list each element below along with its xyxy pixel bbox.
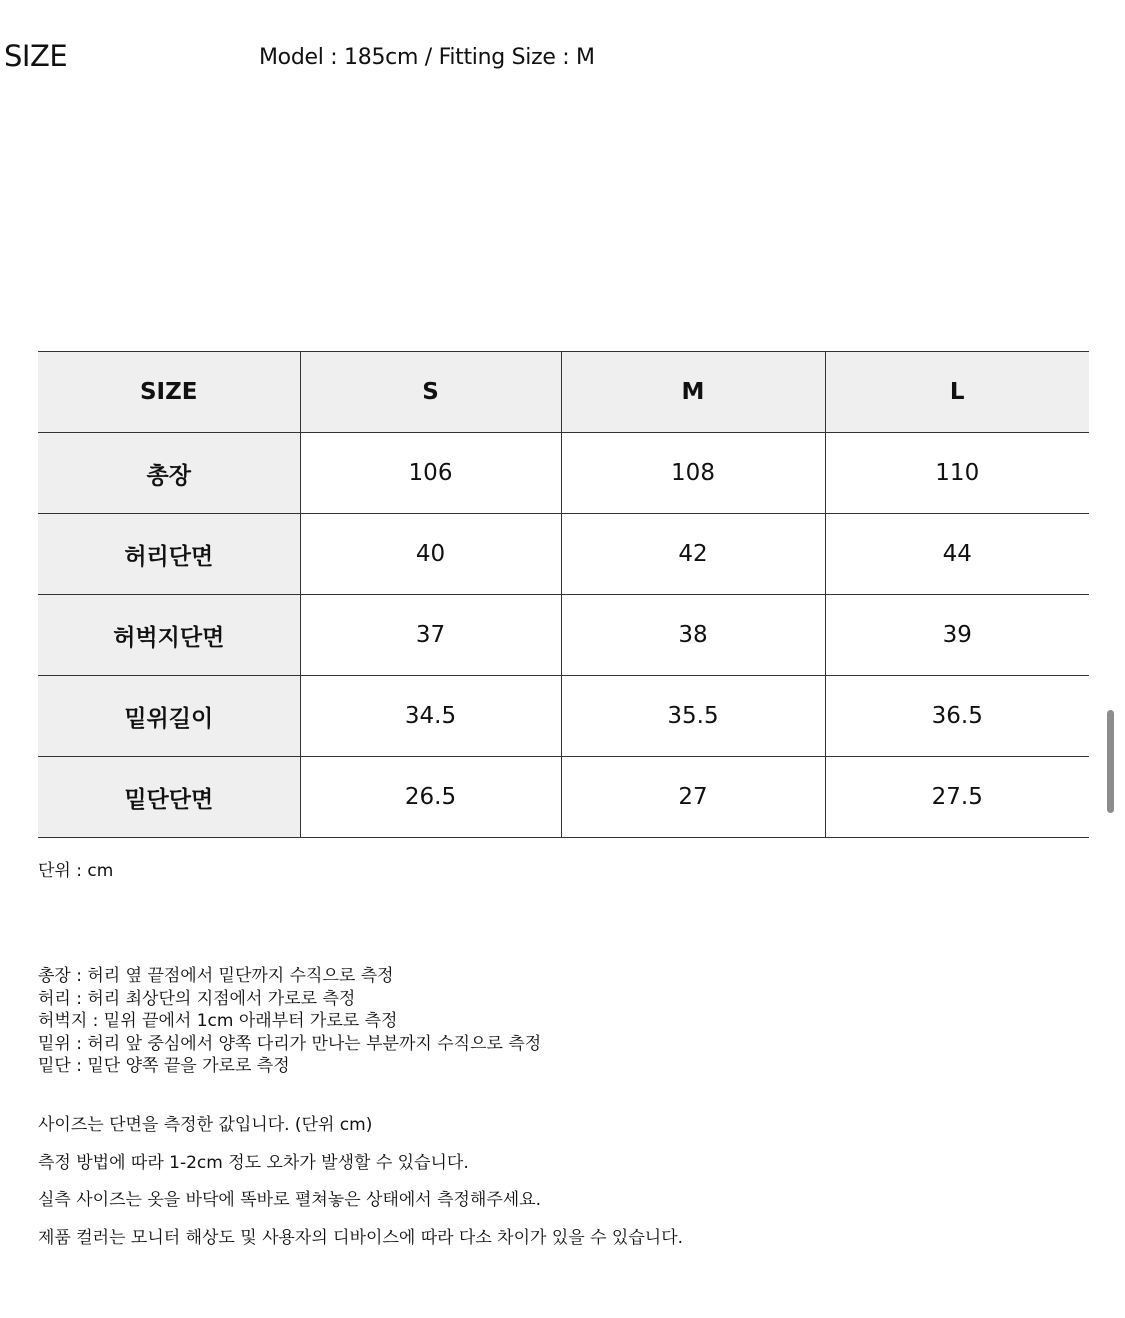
size-notes — [38, 1113, 683, 1263]
table-cell: 35.5 — [561, 676, 825, 757]
table-cell: 37 — [300, 595, 561, 676]
list-item: 사이즈는 단면을 측정한 값입니다. (단위 cm) — [38, 1115, 373, 1135]
list-item: 제품 컬러는 모니터 해상도 및 사용자의 디바이스에 따라 다소 차이가 있을 수 있습니다. — [38, 1227, 684, 1248]
table-row — [38, 514, 1089, 595]
header-l: L — [825, 352, 1089, 433]
table-cell: 27 — [561, 757, 825, 838]
table-row — [38, 433, 1089, 514]
row-label: 밑단단면 — [38, 757, 300, 838]
table-cell: 36.5 — [825, 676, 1089, 757]
table-cell: 26.5 — [300, 757, 561, 838]
table-row — [38, 595, 1089, 676]
list-item: 밑위 : 허리 앞 중심에서 양쪽 다리가 만나는 부분까지 수직으로 측정 — [38, 1033, 542, 1054]
list-item: 실측 사이즈는 옷을 바닥에 똑바로 펼쳐놓은 상태에서 측정해주세요. — [38, 1190, 542, 1210]
list-item: 측정 방법에 따라 1-2cm 정도 오차가 발생할 수 있습니다. — [38, 1152, 469, 1173]
table-cell: 44 — [825, 514, 1089, 595]
header-s: S — [300, 352, 561, 433]
table-cell: 42 — [561, 514, 825, 595]
table-cell: 27.5 — [825, 757, 1089, 838]
table-row — [38, 757, 1089, 838]
header-m: M — [561, 352, 825, 433]
list-item: 총장 : 허리 옆 끝점에서 밑단까지 수직으로 측정 — [38, 966, 394, 986]
model-fitting-info: Model : 185cm / Fitting Size : M — [259, 45, 595, 70]
table-row — [38, 676, 1089, 757]
table-cell: 34.5 — [300, 676, 561, 757]
header-size: SIZE — [38, 352, 300, 433]
measurement-guide — [38, 965, 541, 1078]
row-label: 총장 — [38, 433, 300, 514]
list-item: 허리 : 허리 최상단의 지점에서 가로로 측정 — [38, 988, 356, 1009]
table-cell: 38 — [561, 595, 825, 676]
table-cell: 39 — [825, 595, 1089, 676]
row-label: 허리단면 — [38, 514, 300, 595]
row-label: 허벅지단면 — [38, 595, 300, 676]
size-heading: SIZE — [4, 39, 68, 73]
size-chart-table — [38, 351, 1089, 838]
table-cell: 108 — [561, 433, 825, 514]
table-cell: 110 — [825, 433, 1089, 514]
table-cell: 106 — [300, 433, 561, 514]
scrollbar-thumb[interactable] — [1107, 710, 1114, 813]
list-item: 밑단 : 밑단 양쪽 끝을 가로로 측정 — [38, 1056, 290, 1076]
list-item: 허벅지 : 밑위 끝에서 1cm 아래부터 가로로 측정 — [38, 1011, 398, 1031]
table-cell: 40 — [300, 514, 561, 595]
row-label: 밑위길이 — [38, 676, 300, 757]
table-header-row — [38, 352, 1089, 433]
unit-note: 단위 : cm — [38, 861, 114, 881]
